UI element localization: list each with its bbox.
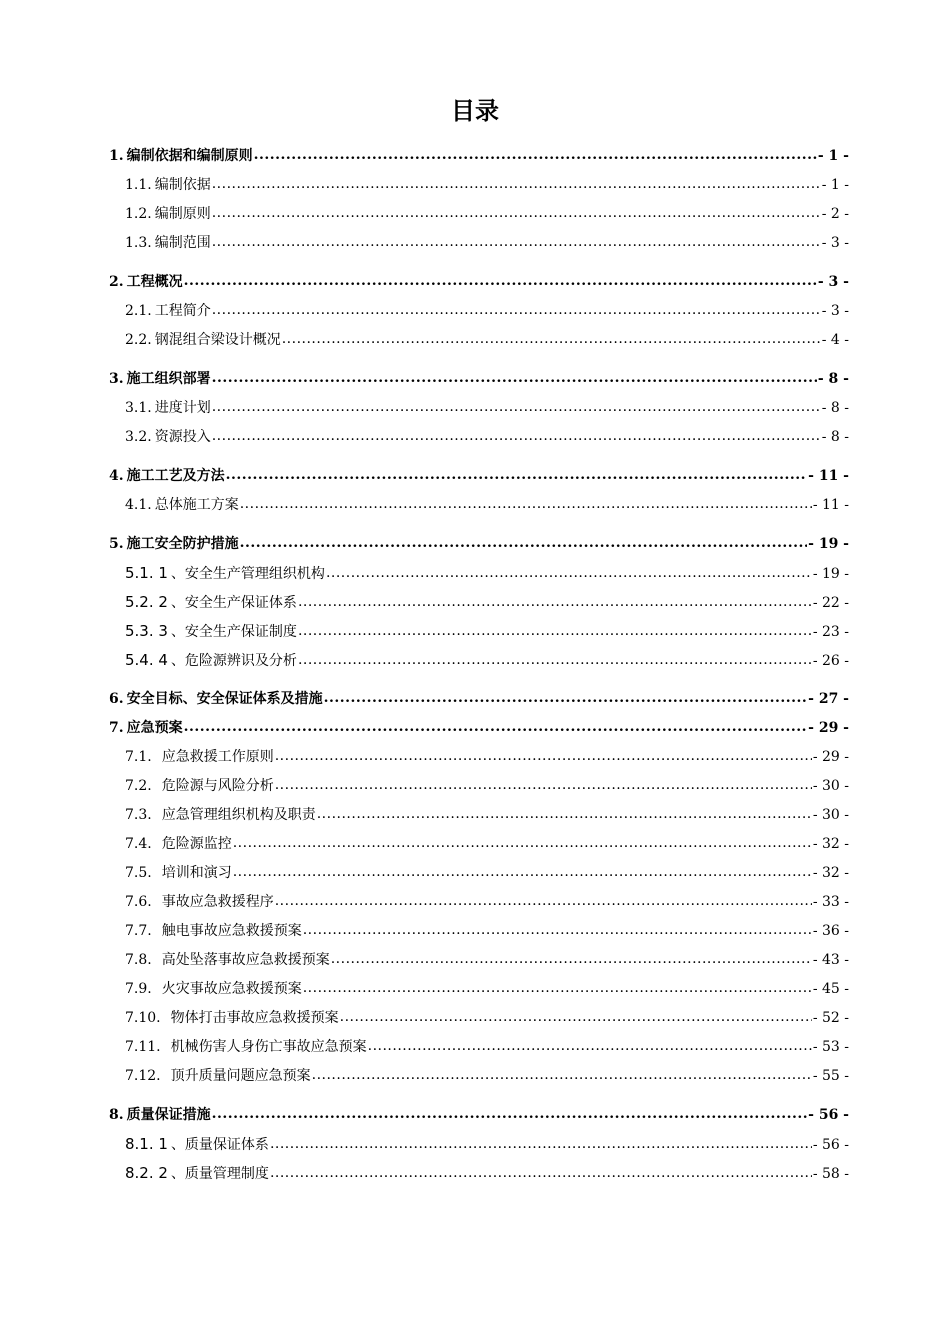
toc-dot-leader — [212, 422, 821, 451]
toc-page-number: - 56 - — [812, 1137, 849, 1153]
toc-entry-number: 5. — [109, 536, 124, 552]
toc-dot-leader — [212, 393, 821, 422]
toc-page-number: - 11 - — [812, 497, 849, 513]
toc-section-entry[interactable] — [109, 859, 849, 888]
toc-dot-leader — [275, 742, 812, 771]
toc-page-number: - 55 - — [812, 1068, 849, 1084]
toc-section-entry[interactable] — [109, 297, 849, 326]
toc-entry-title: 钢混组合梁设计概况 — [154, 332, 281, 348]
toc-entry-number: 5.1. 1 — [125, 564, 168, 582]
toc-entry-title: 、安全生产管理组织机构 — [170, 566, 325, 582]
toc-section-entry[interactable] — [109, 888, 849, 917]
toc-entry-number: 7. — [109, 720, 124, 736]
toc-entry-number: 2. — [109, 274, 124, 290]
toc-entry-title: 编制范围 — [154, 235, 211, 251]
toc-entry-title: 应急管理组织机构及职责 — [161, 807, 316, 823]
toc-entry-number: 1.2. — [125, 206, 152, 222]
toc-page-number: - 3 - — [821, 303, 849, 319]
toc-entry-number: 1. — [109, 148, 124, 164]
toc-dot-leader — [212, 296, 821, 325]
toc-dot-leader — [303, 916, 812, 945]
toc-dot-leader — [233, 858, 812, 887]
toc-page-number: - 22 - — [812, 595, 849, 611]
toc-dot-leader — [326, 559, 812, 588]
toc-section-entry[interactable] — [109, 646, 849, 675]
toc-section-entry[interactable] — [109, 559, 849, 588]
toc-entry-number: 7.1. — [125, 749, 152, 765]
toc-page-number: - 8 - — [821, 400, 849, 416]
toc-dot-leader — [298, 588, 812, 617]
toc-page-number: - 45 - — [812, 981, 849, 997]
toc-section-entry[interactable] — [109, 200, 849, 229]
toc-entry-title: 物体打击事故应急救援预案 — [170, 1010, 339, 1026]
toc-entry-title: 应急预案 — [126, 720, 183, 736]
toc-entry-number: 7.11. — [125, 1039, 161, 1055]
toc-entry-title: 高处坠落事故应急救援预案 — [161, 952, 330, 968]
toc-entry-number: 7.4. — [125, 836, 152, 852]
toc-dot-leader — [312, 1061, 812, 1090]
toc-chapter-entry[interactable] — [109, 365, 849, 394]
toc-entry-title: 、危险源辨识及分析 — [170, 653, 297, 669]
toc-section-entry[interactable] — [109, 975, 849, 1004]
toc-entry-title: 机械伤害人身伤亡事故应急预案 — [170, 1039, 367, 1055]
toc-entry-title: 编制依据 — [154, 177, 211, 193]
toc-entry-number: 2.2. — [125, 332, 152, 348]
toc-section-entry[interactable] — [109, 1130, 849, 1159]
toc-entry-number: 7.12. — [125, 1068, 161, 1084]
toc-section-entry[interactable] — [109, 588, 849, 617]
toc-section-entry[interactable] — [109, 394, 849, 423]
toc-page-number: - 8 - — [821, 429, 849, 445]
toc-dot-leader — [184, 267, 817, 296]
toc-entry-title: 总体施工方案 — [154, 497, 239, 513]
toc-page-number: - 32 - — [812, 865, 849, 881]
toc-dot-leader — [298, 646, 812, 675]
toc-entry-number: 3. — [109, 371, 124, 387]
toc-page-number: - 30 - — [812, 778, 849, 794]
toc-page-number: - 11 - — [808, 468, 849, 484]
toc-section-entry[interactable] — [109, 1062, 849, 1091]
toc-entry-number: 4. — [109, 468, 124, 484]
toc-dot-leader — [240, 490, 812, 519]
toc-entry-title: 施工工艺及方法 — [126, 468, 225, 484]
toc-entry-title: 进度计划 — [154, 400, 211, 416]
toc-page-number: - 19 - — [812, 566, 849, 582]
toc-dot-leader — [298, 617, 812, 646]
toc-entry-title: 、质量管理制度 — [170, 1166, 269, 1182]
toc-page-number: - 2 - — [821, 206, 849, 222]
toc-page-number: - 8 - — [817, 371, 849, 387]
toc-dot-leader — [275, 771, 812, 800]
toc-dot-leader — [184, 713, 808, 742]
toc-entry-title: 工程简介 — [154, 303, 211, 319]
toc-page-number: - 43 - — [812, 952, 849, 968]
toc-page-number: - 1 - — [817, 148, 849, 164]
toc-page-number: - 32 - — [812, 836, 849, 852]
toc-dot-leader — [212, 1100, 808, 1129]
toc-entry-number: 8.1. 1 — [125, 1135, 168, 1153]
toc-section-entry[interactable] — [109, 917, 849, 946]
toc-chapter-entry[interactable] — [109, 268, 849, 297]
toc-entry-number: 7.8. — [125, 952, 152, 968]
toc-dot-leader — [275, 887, 812, 916]
toc-entry-number: 7.10. — [125, 1010, 161, 1026]
toc-entry-title: 编制依据和编制原则 — [126, 148, 253, 164]
toc-dot-leader — [331, 945, 812, 974]
toc-entry-title: 工程概况 — [126, 274, 183, 290]
toc-entry-title: 质量保证措施 — [126, 1107, 211, 1123]
toc-section-entry[interactable] — [109, 617, 849, 646]
toc-section-entry[interactable] — [109, 423, 849, 452]
toc-dot-leader — [254, 141, 817, 170]
toc-dot-leader — [303, 974, 812, 1003]
toc-entry-number: 7.3. — [125, 807, 152, 823]
toc-section-entry[interactable] — [109, 326, 849, 355]
toc-dot-leader — [270, 1159, 812, 1188]
toc-entry-number: 5.4. 4 — [125, 651, 168, 669]
toc-entry-title: 、安全生产保证制度 — [170, 624, 297, 640]
toc-dot-leader — [282, 325, 821, 354]
toc-entry-number: 3.1. — [125, 400, 152, 416]
toc-entry-title: 资源投入 — [154, 429, 211, 445]
toc-dot-leader — [340, 1003, 812, 1032]
toc-dot-leader — [212, 228, 821, 257]
toc-entry-number: 6. — [109, 691, 124, 707]
toc-entry-title: 危险源监控 — [161, 836, 232, 852]
toc-chapter-entry[interactable] — [109, 462, 849, 491]
toc-section-entry[interactable] — [109, 801, 849, 830]
toc-entry-number: 2.1. — [125, 303, 152, 319]
toc-entry-title: 编制原则 — [154, 206, 211, 222]
toc-entry-title: 应急救援工作原则 — [161, 749, 274, 765]
toc-entry-number: 7.6. — [125, 894, 152, 910]
toc-section-entry[interactable] — [109, 1033, 849, 1062]
toc-entry-title: 火灾事故应急救援预案 — [161, 981, 302, 997]
toc-entry-number: 7.2. — [125, 778, 152, 794]
toc-entry-title: 、安全生产保证体系 — [170, 595, 297, 611]
toc-title: 目录 — [451, 97, 499, 125]
toc-entry-number: 5.2. 2 — [125, 593, 168, 611]
toc-page-number: - 3 - — [821, 235, 849, 251]
toc-page-number: - 4 - — [821, 332, 849, 348]
toc-dot-leader — [368, 1032, 812, 1061]
toc-dot-leader — [212, 364, 817, 393]
toc-section-entry[interactable] — [109, 772, 849, 801]
toc-entry-number: 7.7. — [125, 923, 152, 939]
toc-page-number: - 26 - — [812, 653, 849, 669]
toc-entry-title: 安全目标、安全保证体系及措施 — [126, 691, 323, 707]
toc-chapter-entry[interactable] — [109, 142, 849, 171]
toc-entry-title: 危险源与风险分析 — [161, 778, 274, 794]
toc-dot-leader — [270, 1130, 812, 1159]
toc-chapter-entry[interactable] — [109, 714, 849, 743]
toc-section-entry[interactable] — [109, 491, 849, 520]
toc-section-entry[interactable] — [109, 229, 849, 258]
toc-chapter-entry[interactable] — [109, 1101, 849, 1130]
toc-dot-leader — [317, 800, 812, 829]
toc-entry-title: 顶升质量问题应急预案 — [170, 1068, 311, 1084]
toc-entry-title: 事故应急救援程序 — [161, 894, 274, 910]
toc-list — [109, 142, 849, 1188]
toc-dot-leader — [212, 170, 821, 199]
toc-entry-title: 触电事故应急救援预案 — [161, 923, 302, 939]
toc-page-number: - 27 - — [808, 691, 849, 707]
toc-section-entry[interactable] — [109, 1004, 849, 1033]
toc-page-number: - 29 - — [812, 749, 849, 765]
toc-section-entry[interactable] — [109, 946, 849, 975]
toc-entry-number: 7.5. — [125, 865, 152, 881]
toc-entry-number: 8. — [109, 1107, 124, 1123]
toc-page-number: - 1 - — [821, 177, 849, 193]
toc-page-number: - 58 - — [812, 1166, 849, 1182]
toc-section-entry[interactable] — [109, 171, 849, 200]
toc-entry-number: 7.9. — [125, 981, 152, 997]
toc-entry-title: 培训和演习 — [161, 865, 232, 881]
toc-dot-leader — [212, 199, 821, 228]
toc-dot-leader — [324, 684, 808, 713]
toc-section-entry[interactable] — [109, 743, 849, 772]
toc-entry-number: 1.1. — [125, 177, 152, 193]
toc-section-entry[interactable] — [109, 830, 849, 859]
toc-page-number: - 36 - — [812, 923, 849, 939]
toc-section-entry[interactable] — [109, 1159, 849, 1188]
toc-page-number: - 56 - — [808, 1107, 849, 1123]
toc-page-number: - 52 - — [812, 1010, 849, 1026]
toc-chapter-entry[interactable] — [109, 530, 849, 559]
toc-chapter-entry[interactable] — [109, 685, 849, 714]
toc-page-number: - 29 - — [808, 720, 849, 736]
toc-dot-leader — [240, 529, 808, 558]
toc-entry-title: 施工安全防护措施 — [126, 536, 239, 552]
toc-page-number: - 53 - — [812, 1039, 849, 1055]
toc-page-number: - 23 - — [812, 624, 849, 640]
toc-dot-leader — [233, 829, 812, 858]
toc-entry-title: 施工组织部署 — [126, 371, 211, 387]
toc-entry-number: 8.2. 2 — [125, 1164, 168, 1182]
toc-dot-leader — [226, 461, 808, 490]
toc-page-number: - 30 - — [812, 807, 849, 823]
toc-page-number: - 19 - — [808, 536, 849, 552]
toc-entry-number: 4.1. — [125, 497, 152, 513]
toc-entry-number: 3.2. — [125, 429, 152, 445]
toc-page-number: - 3 - — [817, 274, 849, 290]
toc-entry-number: 1.3. — [125, 235, 152, 251]
toc-entry-title: 、质量保证体系 — [170, 1137, 269, 1153]
toc-entry-number: 5.3. 3 — [125, 622, 168, 640]
toc-page-number: - 33 - — [812, 894, 849, 910]
